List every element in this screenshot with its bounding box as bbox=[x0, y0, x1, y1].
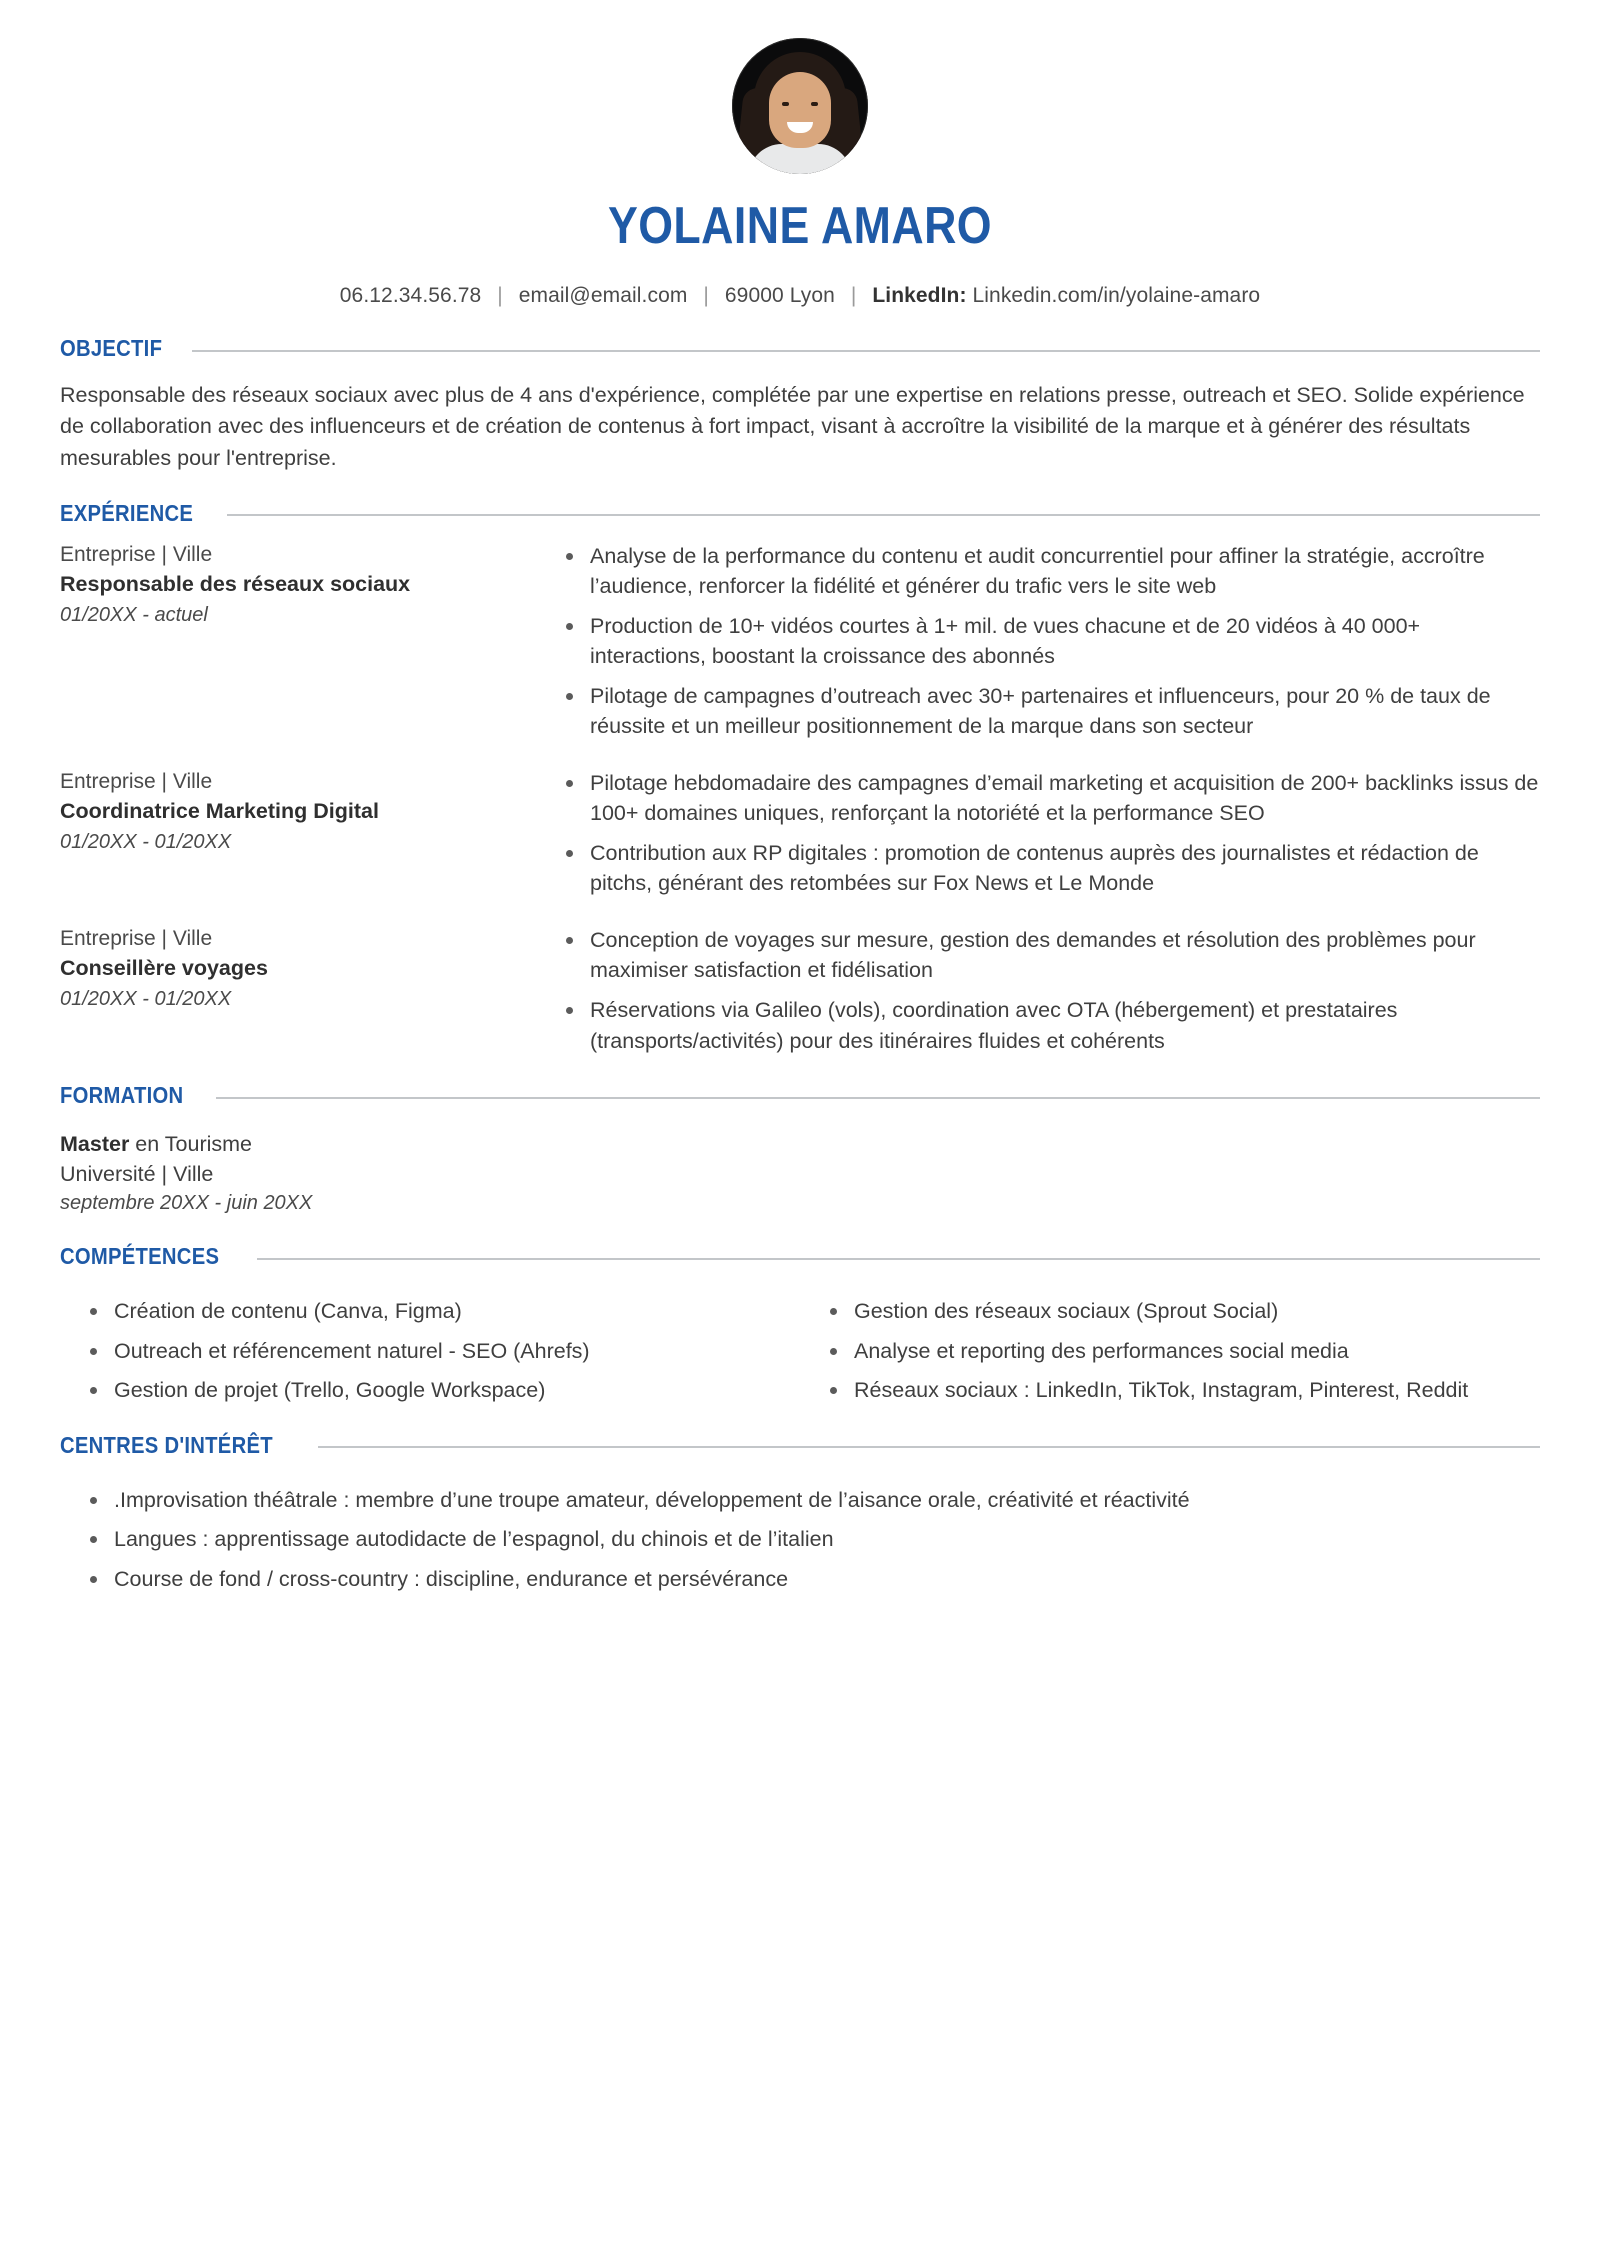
experience-role: Coordinatrice Marketing Digital bbox=[60, 799, 379, 824]
avatar-eye-left bbox=[782, 102, 789, 106]
section-header-education bbox=[60, 1082, 1540, 1109]
list-item: Réseaux sociaux : LinkedIn, TikTok, Instagram, Pinterest, Reddit bbox=[824, 1375, 1540, 1406]
linkedin-url[interactable]: Linkedin.com/in/yolaine-amaro bbox=[972, 284, 1261, 307]
skills-column-left bbox=[60, 1296, 800, 1406]
list-item: Pilotage de campagnes d’outreach avec 30+ partenaires et influenceurs, pour 20 % de taux de réussite et un meilleur positionnement de la marque dans son secteur bbox=[560, 681, 1540, 742]
interests-body bbox=[60, 1485, 1540, 1595]
experience-meta bbox=[60, 541, 560, 629]
section-education bbox=[60, 1082, 1540, 1217]
experience-role: Responsable des réseaux sociaux bbox=[60, 572, 411, 597]
skills-column-right bbox=[800, 1296, 1540, 1406]
list-item: .Improvisation théâtrale : membre d’une troupe amateur, développement de l’aisance orale, créativité et réactivité bbox=[84, 1485, 1540, 1516]
experience-company: Entreprise | Ville bbox=[60, 542, 213, 566]
experience-details bbox=[560, 925, 1540, 1056]
contact-phone: 06.12.34.56.78 bbox=[339, 284, 482, 307]
experience-dates: 01/20XX - actuel bbox=[60, 604, 208, 627]
experience-details bbox=[560, 541, 1540, 742]
education-degree-level: Master bbox=[60, 1132, 130, 1157]
experience-list bbox=[60, 541, 1540, 1056]
education-degree-field: en Tourisme bbox=[129, 1132, 253, 1157]
list-item: Course de fond / cross-country : discipline, endurance et persévérance bbox=[84, 1564, 1540, 1595]
avatar bbox=[732, 38, 868, 174]
contact-separator: | bbox=[850, 284, 857, 307]
education-dates: septembre 20XX - juin 20XX bbox=[60, 1192, 313, 1215]
section-title: FORMATION bbox=[60, 1082, 184, 1109]
skills-columns bbox=[60, 1296, 1540, 1406]
list-item: Gestion des réseaux sociaux (Sprout Social) bbox=[824, 1296, 1540, 1327]
interests-list bbox=[84, 1485, 1540, 1595]
education-degree bbox=[60, 1129, 1540, 1159]
experience-meta bbox=[60, 925, 560, 1013]
linkedin-label: LinkedIn: bbox=[872, 284, 967, 307]
experience-company: Entreprise | Ville bbox=[60, 926, 213, 950]
list-item: Gestion de projet (Trello, Google Workspace) bbox=[84, 1375, 770, 1406]
contact-line bbox=[60, 282, 1540, 309]
experience-meta bbox=[60, 768, 560, 856]
experience-bullet-list bbox=[560, 925, 1540, 1056]
avatar-smile bbox=[787, 122, 813, 133]
section-experience bbox=[60, 500, 1540, 1056]
list-item: Langues : apprentissage autodidacte de l’espagnol, du chinois et de l’italien bbox=[84, 1524, 1540, 1555]
section-divider bbox=[318, 1446, 1540, 1448]
section-title: OBJECTIF bbox=[60, 335, 163, 362]
list-item: Analyse et reporting des performances social media bbox=[824, 1336, 1540, 1367]
section-header-interests bbox=[60, 1432, 1540, 1459]
avatar-shoulders bbox=[748, 144, 852, 174]
section-skills bbox=[60, 1243, 1540, 1406]
avatar-eye-right bbox=[811, 102, 818, 106]
experience-item bbox=[60, 541, 1540, 742]
contact-separator: | bbox=[497, 284, 503, 307]
list-item: Réservations via Galileo (vols), coordination avec OTA (hébergement) et prestataires (transports/activités) pour des itinéraires fluides et cohérents bbox=[560, 995, 1540, 1056]
contact-email[interactable]: email@email.com bbox=[518, 284, 688, 307]
list-item: Production de 10+ vidéos courtes à 1+ mil. de vues chacune et de 20 vidéos à 40 000+ interactions, boostant la croissance des abonnés bbox=[560, 611, 1540, 672]
education-school: Université | Ville bbox=[60, 1162, 214, 1187]
experience-item bbox=[60, 925, 1540, 1056]
list-item: Conception de voyages sur mesure, gestion des demandes et résolution des problèmes pour maximiser satisfaction et fidélisation bbox=[560, 925, 1540, 986]
list-item: Création de contenu (Canva, Figma) bbox=[84, 1296, 770, 1327]
experience-bullet-list bbox=[560, 768, 1540, 899]
resume-header bbox=[60, 0, 1540, 309]
experience-company: Entreprise | Ville bbox=[60, 769, 213, 793]
experience-bullet-list bbox=[560, 541, 1540, 742]
list-item: Pilotage hebdomadaire des campagnes d’email marketing et acquisition de 200+ backlinks issus de 100+ domaines uniques, renforçant la notoriété et la performance SEO bbox=[560, 768, 1540, 829]
section-divider bbox=[216, 1097, 1540, 1099]
experience-details bbox=[560, 768, 1540, 899]
experience-item bbox=[60, 768, 1540, 899]
section-header-skills bbox=[60, 1243, 1540, 1270]
page-title: YOLAINE AMARO bbox=[607, 197, 993, 255]
list-item: Contribution aux RP digitales : promotion de contenus auprès des journalistes et rédaction de pitchs, générant des retombées sur Fox News et Le Monde bbox=[560, 838, 1540, 899]
experience-dates: 01/20XX - 01/20XX bbox=[60, 988, 232, 1011]
section-objective bbox=[60, 335, 1540, 474]
section-header-objective bbox=[60, 335, 1540, 362]
section-title: COMPÉTENCES bbox=[60, 1243, 220, 1270]
section-title: EXPÉRIENCE bbox=[60, 499, 194, 526]
section-title: CENTRES D'INTÉRÊT bbox=[60, 1431, 273, 1458]
list-item: Outreach et référencement naturel - SEO (Ahrefs) bbox=[84, 1336, 770, 1367]
list-item: Analyse de la performance du contenu et audit concurrentiel pour affiner la stratégie, accroître l’audience, renforcer la fidélité et générer du trafic vers le site web bbox=[560, 541, 1540, 602]
skills-list-right bbox=[824, 1296, 1540, 1406]
objective-text: Responsable des réseaux sociaux avec plus de 4 ans d'expérience, complétée par une expertise en relations presse, outreach et SEO. Solide expérience de collaboration avec des influenceurs et de création de contenus à fort impact, visant à accroître la visibilité de la marque et à générer des résultats mesurables pour l'entreprise. bbox=[60, 383, 1525, 470]
skills-list-left bbox=[84, 1296, 770, 1406]
section-header-experience bbox=[60, 500, 1540, 527]
page-bottom-spacer bbox=[60, 1594, 1540, 1774]
avatar-face bbox=[769, 72, 831, 148]
section-divider bbox=[227, 514, 1540, 516]
section-interests bbox=[60, 1432, 1540, 1595]
section-divider bbox=[257, 1258, 1540, 1260]
section-divider bbox=[192, 350, 1540, 352]
contact-separator: | bbox=[703, 284, 709, 307]
contact-location: 69000 Lyon bbox=[724, 284, 835, 307]
experience-role: Conseillère voyages bbox=[60, 956, 268, 981]
experience-dates: 01/20XX - 01/20XX bbox=[60, 831, 232, 854]
education-entry bbox=[60, 1129, 1540, 1217]
